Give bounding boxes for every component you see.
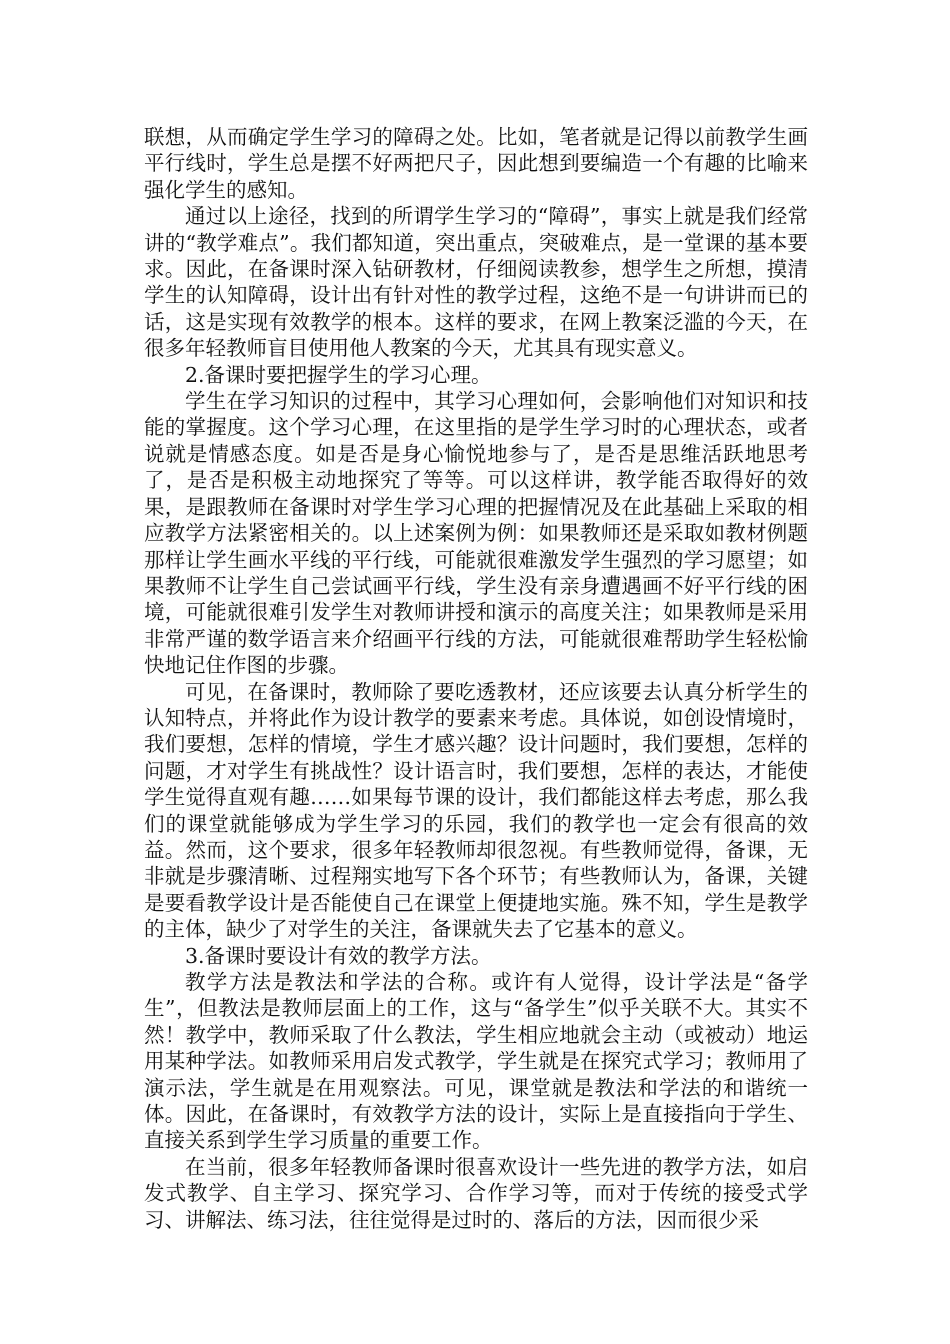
paragraph-teaching-methods: 教学方法是教法和学法的合称。或许有人觉得，设计学法是“备学生”，但教法是教师层面上的工作，这与“备学生”似乎关联不大。其实不然！教学中，教师采取了什么教法，学生相应地就会主动（或被动）地运用某种学法。如教师采用启发式教学，学生就是在探究式学习；教师用了演示法，学生就是在用观察法。可见，课堂就是教法和学法的和谐统一体。因此，在备课时，有效教学方法的设计，实际上是直接指向于学生、直接关系到学生学习质量的重要工作。 [144,970,808,1153]
document-body [144,124,808,1233]
paragraph-continued: 联想，从而确定学生学习的障碍之处。比如，笔者就是记得以前教学生画平行线时，学生总是摆不好两把尺子，因此想到要编造一个有趣的比喻来强化学生的感知。 [144,125,808,202]
paragraph-teaching-difficulty: 通过以上途径，找到的所谓学生学习的“障碍”，事实上就是我们经常讲的“教学难点”。我们都知道，突出重点，突破难点，是一堂课的基本要求。因此，在备课时深入钻研教材，仔细阅读教参，想学生之所想，摸清学生的认知障碍，设计出有针对性的教学过程，这绝不是一句讲讲而已的话，这是实现有效教学的根本。这样的要求，在网上教案泛滥的今天，在很多年轻教师盲目使用他人教案的今天，尤其具有现实意义。 [144,204,808,361]
section-heading-3: 3.备课时要设计有效的教学方法。 [185,943,492,968]
section-heading-2: 2.备课时要把握学生的学习心理。 [185,362,492,387]
paragraph-learning-psychology: 学生在学习知识的过程中，其学习心理如何，会影响他们对知识和技能的掌握度。这个学习心理，在这里指的是学生学习时的心理状态，或者说就是情感态度。如是否是身心愉悦地参与了，是否是思维活跃地思考了，是否是积极主动地探究了等等。可以这样讲，教学能否取得好的效果，是跟教师在备课时对学生学习心理的把握情况及在此基础上采取的相应教学方法紧密相关的。以上述案例为例：如果教师还是采取如教材例题那样让学生画水平线的平行线，可能就很难激发学生强烈的学习愿望；如果教师不让学生自己尝试画平行线，学生没有亲身遭遇画不好平行线的困境，可能就很难引发学生对教师讲授和演示的高度关注；如果教师是采用非常严谨的数学语言来介绍画平行线的方法，可能就很难帮助学生轻松愉快地记住作图的步骤。 [144,389,808,678]
paragraph-current-practice: 在当前，很多年轻教师备课时很喜欢设计一些先进的教学方法，如启发式教学、自主学习、探究学习、合作学习等，而对于传统的接受式学习、讲解法、练习法，往往觉得是过时的、落后的方法，因而很少采 [144,1154,808,1232]
paragraph-cognitive-features: 可见，在备课时，教师除了要吃透教材，还应该要去认真分析学生的认知特点，并将此作为设计教学的要素来考虑。具体说，如创设情境时，我们要想，怎样的情境，学生才感兴趣？设计问题时，我们要想，怎样的问题，才对学生有挑战性？设计语言时，我们要想，怎样的表达，才能使学生觉得直观有趣……如果每节课的设计，我们都能这样去考虑，那么我们的课堂就能够成为学生学习的乐园，我们的教学也一定会有很高的效益。然而，这个要求，很多年轻教师却很忽视。有些教师觉得，备课，无非就是步骤清晰、过程翔实地写下各个环节；有些教师认为，备课，关键是要看教学设计是否能使自己在课堂上便捷地实施。殊不知，学生是教学的主体，缺少了对学生的关注，备课就失去了它基本的意义。 [144,679,808,942]
